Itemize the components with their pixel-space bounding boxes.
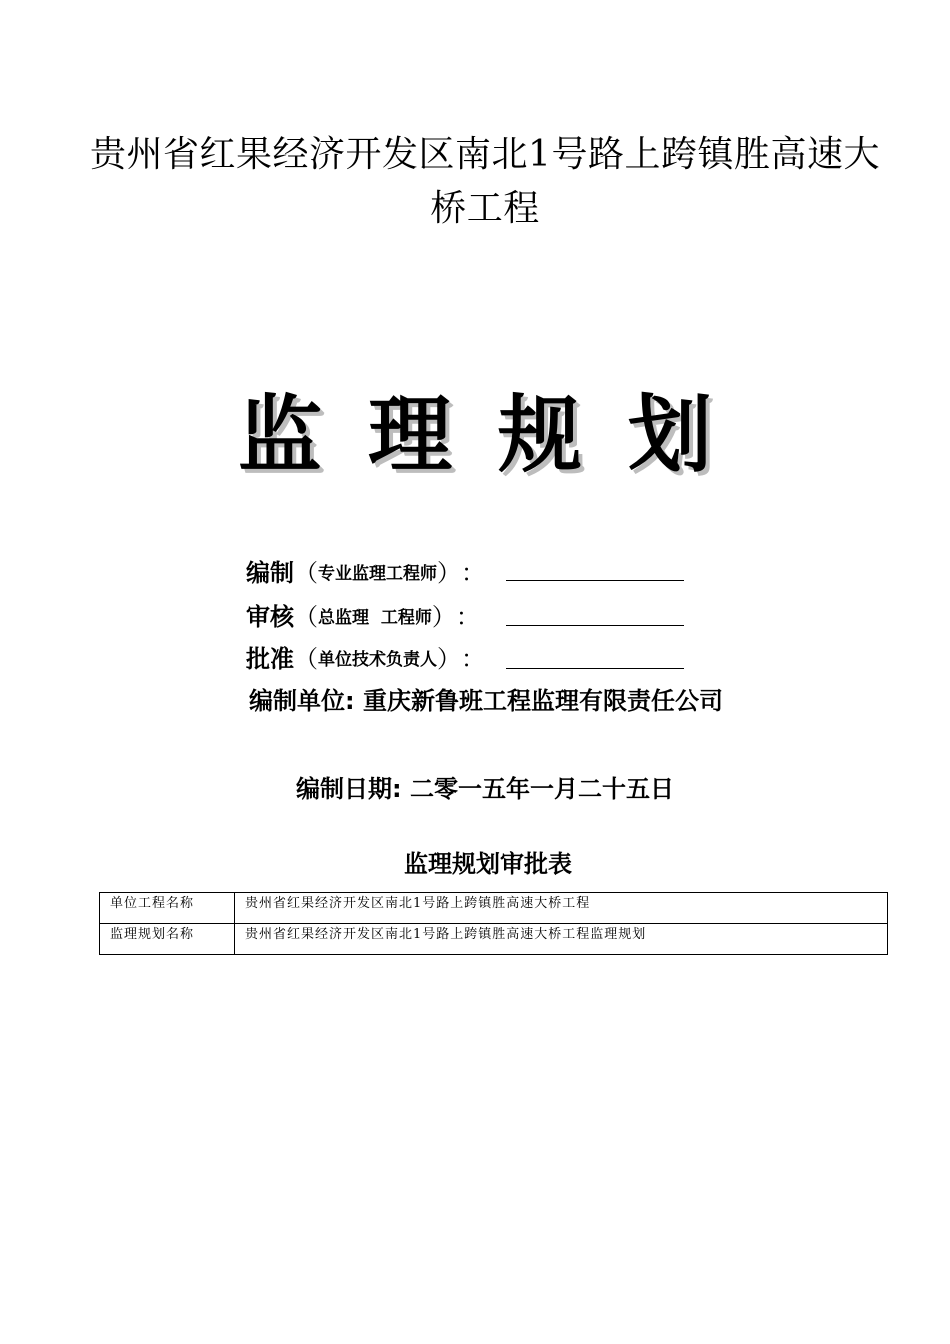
signature-row-approve <box>246 638 485 674</box>
signature-line-compile <box>506 580 684 581</box>
signature-role-label: 审核 <box>246 603 294 631</box>
project-title: 贵州省红果经济开发区南北1号路上跨镇胜高速大桥工程 <box>90 134 880 229</box>
paren-close: ） <box>437 559 461 587</box>
signature-role-detail: 总监理 工程师 <box>318 608 432 628</box>
table-row <box>100 893 888 924</box>
signature-role-label: 编制 <box>246 559 294 587</box>
signature-line-approve <box>506 668 684 669</box>
compile-unit-label: 编制单位: <box>249 687 355 715</box>
compile-unit-value: 重庆新鲁班工程监理有限责任公司 <box>362 687 723 715</box>
paren-close: ） <box>431 603 456 631</box>
signature-row-review <box>246 596 480 632</box>
compile-date <box>0 772 950 806</box>
compile-unit <box>0 684 950 718</box>
compile-date-value: 二零一五年一月二十五日 <box>409 775 674 803</box>
table-cell-value: 贵州省红果经济开发区南北1号路上跨镇胜高速大桥工程监理规划 <box>235 924 888 955</box>
compile-date-label: 编制日期: <box>296 775 402 803</box>
paren-open: （ <box>294 559 318 587</box>
signature-row-compile <box>246 552 485 588</box>
signature-role-label: 批准 <box>246 645 294 673</box>
approval-table-caption: 监理规划审批表 <box>404 850 572 878</box>
table-row <box>100 924 888 955</box>
approval-table <box>99 892 888 955</box>
table-cell-value: 贵州省红果经济开发区南北1号路上跨镇胜高速大桥工程 <box>235 893 888 924</box>
signature-role-detail: 单位技术负责人 <box>318 650 437 670</box>
paren-open: （ <box>294 603 318 631</box>
table-cell-label: 单位工程名称 <box>100 893 235 924</box>
signature-line-review <box>506 625 684 626</box>
colon: ： <box>455 603 480 631</box>
table-cell-label: 监理规划名称 <box>100 924 235 955</box>
colon: ： <box>461 645 485 673</box>
paren-close: ） <box>437 645 461 673</box>
paren-open: （ <box>294 645 318 673</box>
document-main-title: 监理规划 <box>237 386 758 484</box>
colon: ： <box>461 559 485 587</box>
signature-role-detail: 专业监理工程师 <box>318 564 437 584</box>
